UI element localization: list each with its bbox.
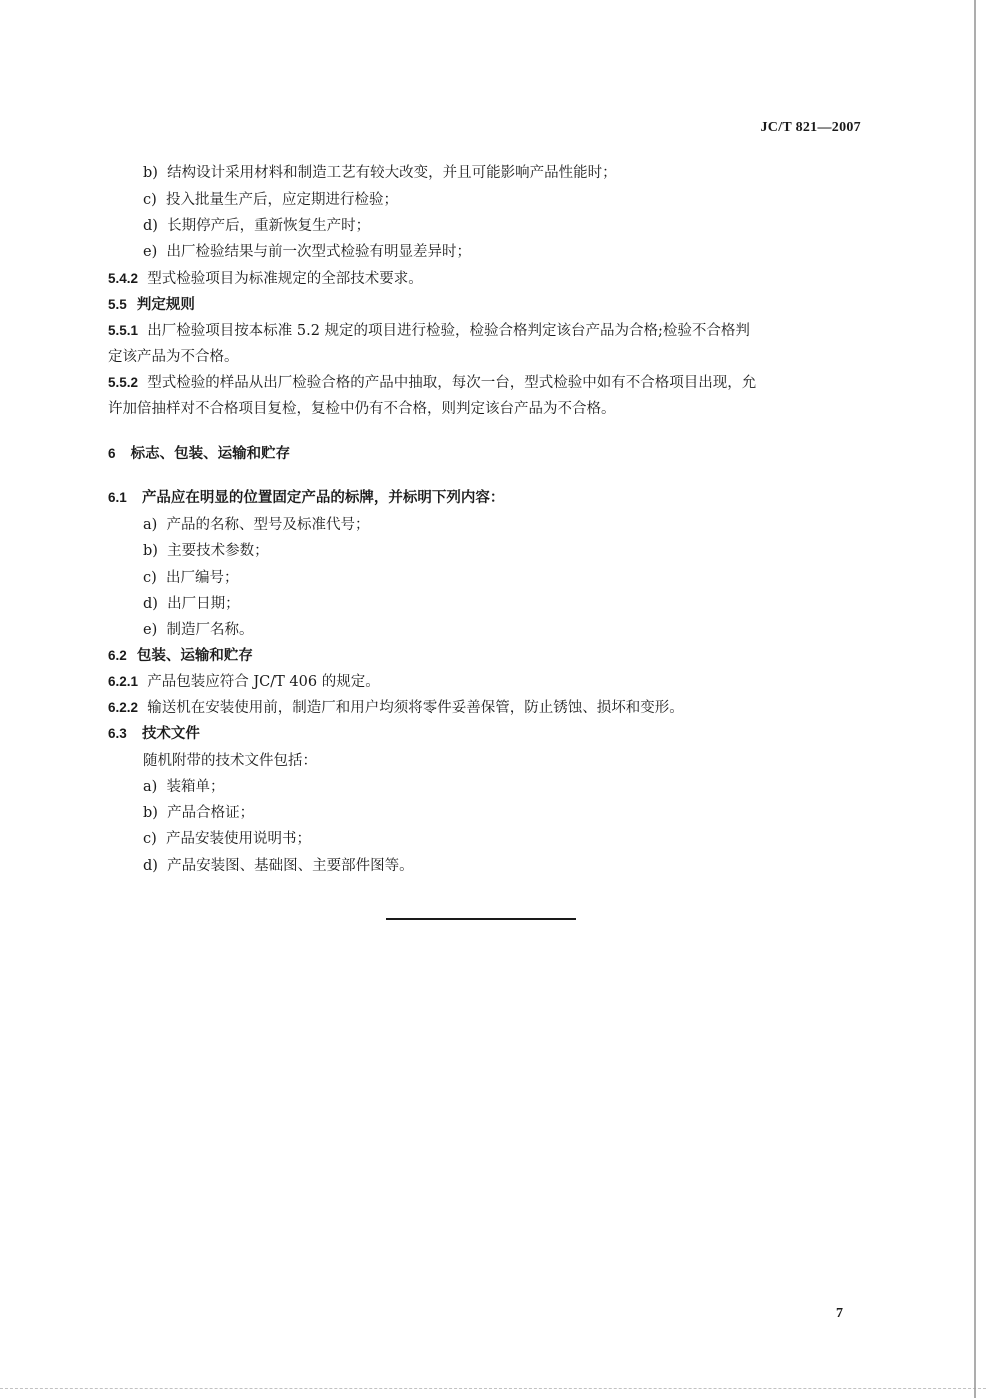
list-text: 产品安装使用说明书； <box>166 831 311 847</box>
list-text: 长期停产后，重新恢复生产时； <box>167 218 371 234</box>
clause-title: 包装、运输和贮存 <box>136 647 253 664</box>
list-item-d <box>143 595 240 613</box>
clause-5-5-heading <box>108 296 195 314</box>
list-text: 结构设计采用材料和制造工艺有较大改变，并且可能影响产品性能时； <box>167 165 617 181</box>
clause-6-1 <box>108 489 504 507</box>
list-item-c <box>143 830 311 848</box>
clause-6-2-2 <box>108 699 684 717</box>
clause-5-5-1-continued <box>108 348 239 366</box>
list-text: 主要技术参数； <box>167 543 269 559</box>
list-text: 产品的名称、型号及标准代号； <box>166 517 370 533</box>
list-marker: a) <box>143 779 158 795</box>
list-marker: b) <box>143 543 158 559</box>
list-text: 投入批量生产后，应定期进行检验； <box>166 192 398 208</box>
list-marker: c) <box>143 831 157 847</box>
list-marker: d) <box>143 596 158 612</box>
list-text: 出厂编号； <box>166 570 239 586</box>
list-marker: e) <box>143 622 158 638</box>
clause-6-2-heading <box>108 647 253 665</box>
list-marker: d) <box>143 218 158 234</box>
clause-text-line2: 许加倍抽样对不合格项目复检，复检中仍有不合格，则判定该台产品为不合格。 <box>108 401 616 417</box>
clause-5-4-2 <box>108 270 423 288</box>
clause-5-5-1 <box>108 322 750 340</box>
standard-code: JC/T 821—2007 <box>760 120 861 135</box>
list-marker: c) <box>143 570 157 586</box>
clause-number: 5.5.1 <box>108 323 139 338</box>
clause-number: 5.5 <box>108 297 127 312</box>
clause-text-line2: 定该产品为不合格。 <box>108 349 239 365</box>
list-text: 制造厂名称。 <box>166 622 254 638</box>
chapter-6-heading <box>108 445 290 463</box>
clause-6-3-intro <box>143 752 317 770</box>
chapter-title: 标志、包装、运输和贮存 <box>130 445 291 462</box>
clause-5-5-2 <box>108 374 756 392</box>
clause-title: 判定规则 <box>136 296 195 313</box>
scan-page-edge <box>974 0 976 1398</box>
list-item-e <box>143 243 471 261</box>
clause-6-2-1 <box>108 673 380 691</box>
clause-text: 输送机在安装使用前，制造厂和用户均须将零件妥善保管，防止锈蚀、损坏和变形。 <box>147 700 684 716</box>
clause-number: 5.5.2 <box>108 375 139 390</box>
list-text: 出厂检验结果与前一次型式检验有明显差异时； <box>166 244 471 260</box>
clause-title: 技术文件 <box>141 725 200 742</box>
scan-bottom-edge <box>0 1388 986 1390</box>
list-item-c <box>143 191 398 209</box>
clause-number: 6.1 <box>108 490 127 505</box>
clause-number: 6.2.1 <box>108 674 139 689</box>
clause-number: 5.4.2 <box>108 271 139 286</box>
list-text: 出厂日期； <box>167 596 240 612</box>
list-marker: d) <box>143 858 158 874</box>
list-item-b <box>143 164 617 182</box>
list-marker: b) <box>143 805 158 821</box>
clause-text: 产品包装应符合 JC/T 406 的规定。 <box>147 674 380 690</box>
list-item-c <box>143 569 239 587</box>
clause-number: 6.2 <box>108 648 127 663</box>
list-item-b <box>143 804 254 822</box>
list-text: 产品合格证； <box>167 805 255 821</box>
clause-text: 型式检验项目为标准规定的全部技术要求。 <box>147 271 423 287</box>
clause-number: 6.2.2 <box>108 700 139 715</box>
clause-text: 产品应在明显的位置固定产品的标牌，并标明下列内容： <box>141 489 505 506</box>
page-number: 7 <box>836 1306 843 1321</box>
list-marker: b) <box>143 165 158 181</box>
chapter-number: 6 <box>108 446 116 461</box>
list-item-a <box>143 778 225 796</box>
list-item-a <box>143 516 370 534</box>
clause-text-line1: 型式检验的样品从出厂检验合格的产品中抽取，每次一台，型式检验中如有不合格项目出现，允 <box>147 375 757 391</box>
list-item-e <box>143 621 253 639</box>
list-item-d <box>143 217 370 235</box>
list-item-d <box>143 857 414 875</box>
clause-number: 6.3 <box>108 726 127 741</box>
list-marker: c) <box>143 192 157 208</box>
list-item-b <box>143 542 269 560</box>
list-marker: a) <box>143 517 158 533</box>
list-text: 装箱单； <box>166 779 225 795</box>
clause-text-line1: 出厂检验项目按本标准 5.2 规定的项目进行检验，检验合格判定该台产品为合格;检验不合格判 <box>147 323 750 339</box>
clause-6-3-heading <box>108 725 200 743</box>
clause-5-5-2-continued <box>108 400 616 418</box>
list-text: 产品安装图、基础图、主要部件图等。 <box>167 858 414 874</box>
list-marker: e) <box>143 244 158 260</box>
end-rule <box>386 918 576 920</box>
clause-text: 随机附带的技术文件包括： <box>143 753 317 769</box>
